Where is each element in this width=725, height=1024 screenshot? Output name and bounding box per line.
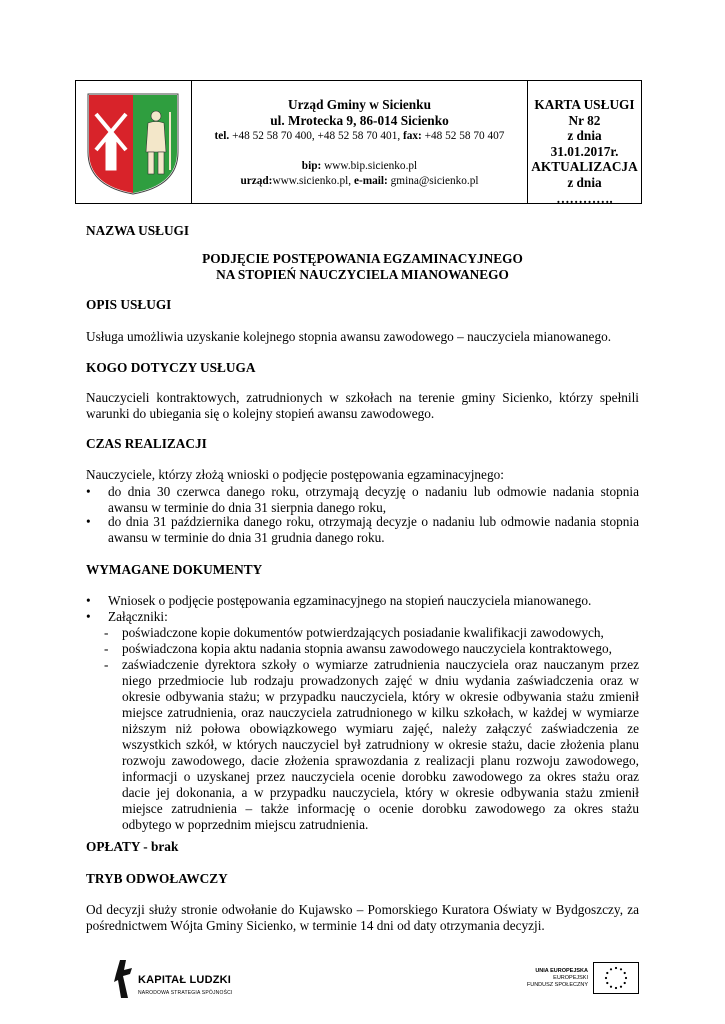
dash-icon: - — [104, 657, 109, 672]
list-item: • do dnia 30 czerwca danego roku, otrzymają decyzję o nadaniu lub odmowie nadania stopnia awansu w terminie do dnia 31 sierpnia danego roku, — [86, 484, 639, 515]
bip-line: bip: www.bip.sicienko.pl — [301, 159, 418, 172]
coat-of-arms-icon — [86, 92, 180, 196]
dash-icon: - — [104, 625, 109, 640]
kapital-ludzki-title: KAPITAŁ LUDZKI — [138, 974, 232, 986]
zaswiadczenie-text: zaświadczenie dyrektora szkoły o wymiarze zatrudnienia nauczyciela oraz nauczanym przez niego przedmiocie lub rodzaju prowadzonych zajęć w dniu wydania zaświadczenia oraz w okresie odbywania stażu; w przypadku nauczyciela, który w okresie odbywania stażu zmienił miejsce zatrudnienia, oraz nauczyciela zatrudnionego w kilku szkołach, w każdej w wymiarze niższym niż połowa obowiązkowego wymiaru zajęć, należy załączyć zaświadczenia ze wszystkich szkół, w których nauczyciel był zatrudniony w okresie stażu, dacie złożenia planu rozwoju zawodowego, dacie złożenia sprawozdania z realizacji planu rozwoju zawodowego, informacji o uzyskanej przez nauczyciela ocenie dorobku zawodowego za okres stażu oraz dacie jej dokonania, a w przypadku nauczyciela, który w okresie odbywania stażu zmienił miejsce zatrudnienia – także informację o ocenie dorobku zawodowego za okres stażu odbytego w poprzednim miejscu zatrudnienia. — [122, 657, 639, 832]
card-line: z dnia — [567, 174, 602, 190]
office-address: ul. Mrotecka 9, 86-014 Sicienko — [270, 113, 449, 128]
sub-list-item: - poświadczona kopia aktu nadania stopnia awansu zawodowego nauczyciela kontraktowego, — [104, 641, 612, 656]
card-line: 31.01.2017r. — [550, 143, 619, 159]
header-table — [75, 80, 642, 204]
sub-list-item — [104, 657, 639, 833]
list-item: • Załączniki: — [86, 609, 168, 624]
eu-text: UNIA EUROPEJSKA EUROPEJSKI FUNDUSZ SPOŁECZNY — [526, 968, 588, 988]
list-item: • do dnia 31 października danego roku, otrzymają decyzje o nadaniu lub odmowie nadania stopnia awansu w terminie do dnia 31 grudnia danego roku. — [86, 514, 639, 545]
bullet-icon: • — [86, 514, 91, 529]
section-heading-kogo: KOGO DOTYCZY USŁUGA — [86, 360, 256, 375]
kapital-ludzki-subtitle: NARODOWA STRATEGIA SPÓJNOŚCI — [138, 990, 233, 996]
czas-intro: Nauczyciele, którzy złożą wnioski o podjęcie postępowania egzaminacyjnego: — [86, 467, 504, 482]
card-line: KARTA USŁUGI — [534, 97, 635, 112]
office-name: Urząd Gminy w Sicienku — [288, 97, 431, 112]
bullet-icon: • — [86, 484, 91, 499]
section-heading-dokumenty: WYMAGANE DOKUMENTY — [86, 562, 263, 577]
footer — [0, 958, 725, 1008]
card-info — [528, 81, 641, 206]
section-heading-nazwa: NAZWA USŁUGI — [86, 223, 190, 238]
email-link[interactable]: gmina@sicienko.pl — [390, 175, 479, 187]
card-line: z dnia — [567, 128, 602, 144]
card-line: AKTUALIZACJA — [531, 159, 638, 175]
service-title: PODJĘCIE POSTĘPOWANIA EGZAMINACYJNEGO NA STOPIEŃ NAUCZYCIELA MIANOWANEGO — [202, 251, 523, 282]
card-line: Nr 82 — [568, 112, 601, 128]
office-info — [192, 81, 528, 203]
sub-list-item: - poświadczone kopie dokumentów potwierdzających posiadanie kwalifikacji zawodowych, — [104, 625, 604, 640]
kogo-text: Nauczycieli kontraktowych, zatrudnionych w szkołach na terenie gminy Sicienko, którzy spełnili warunki do ubiegania się o kolejny stopień awansu zawodowego. — [86, 390, 639, 421]
kapital-ludzki-logo-icon — [112, 960, 134, 998]
contact-line: urząd:www.sicienko.pl, e-mail: gmina@sicienko.pl — [240, 175, 479, 187]
section-heading-czas: CZAS REALIZACJI — [86, 436, 207, 451]
list-item: • Wniosek o podjęcie postępowania egzaminacyjnego na stopień nauczyciela mianowanego. — [86, 593, 592, 608]
section-heading-oplaty: OPŁATY - brak — [86, 839, 179, 854]
crest-cell — [76, 81, 192, 203]
eu-flag-icon — [593, 962, 639, 994]
bip-link[interactable]: www.bip.sicienko.pl — [324, 159, 418, 172]
bullet-icon: • — [86, 593, 91, 608]
tryb-text: Od decyzji służy stronie odwołanie do Kujawsko – Pomorskiego Kuratora Oświaty w Bydgoszczy, za pośrednictwem Wójta Gminy Sicienko, w terminie 14 dni od daty otrzymania decyzji. — [86, 902, 639, 933]
section-heading-opis: OPIS USŁUGI — [86, 297, 172, 312]
card-line: …………. — [556, 190, 613, 206]
office-phones: tel. +48 52 58 70 400, +48 52 58 70 401, fax: +48 52 58 70 407 — [214, 130, 505, 142]
bullet-icon: • — [86, 609, 91, 624]
section-heading-tryb: TRYB ODWOŁAWCZY — [86, 871, 228, 886]
opis-text: Usługa umożliwia uzyskanie kolejnego stopnia awansu zawodowego – nauczyciela mianowanego. — [86, 329, 612, 344]
dash-icon: - — [104, 641, 109, 656]
website-link[interactable]: www.sicienko.pl, — [272, 175, 352, 187]
